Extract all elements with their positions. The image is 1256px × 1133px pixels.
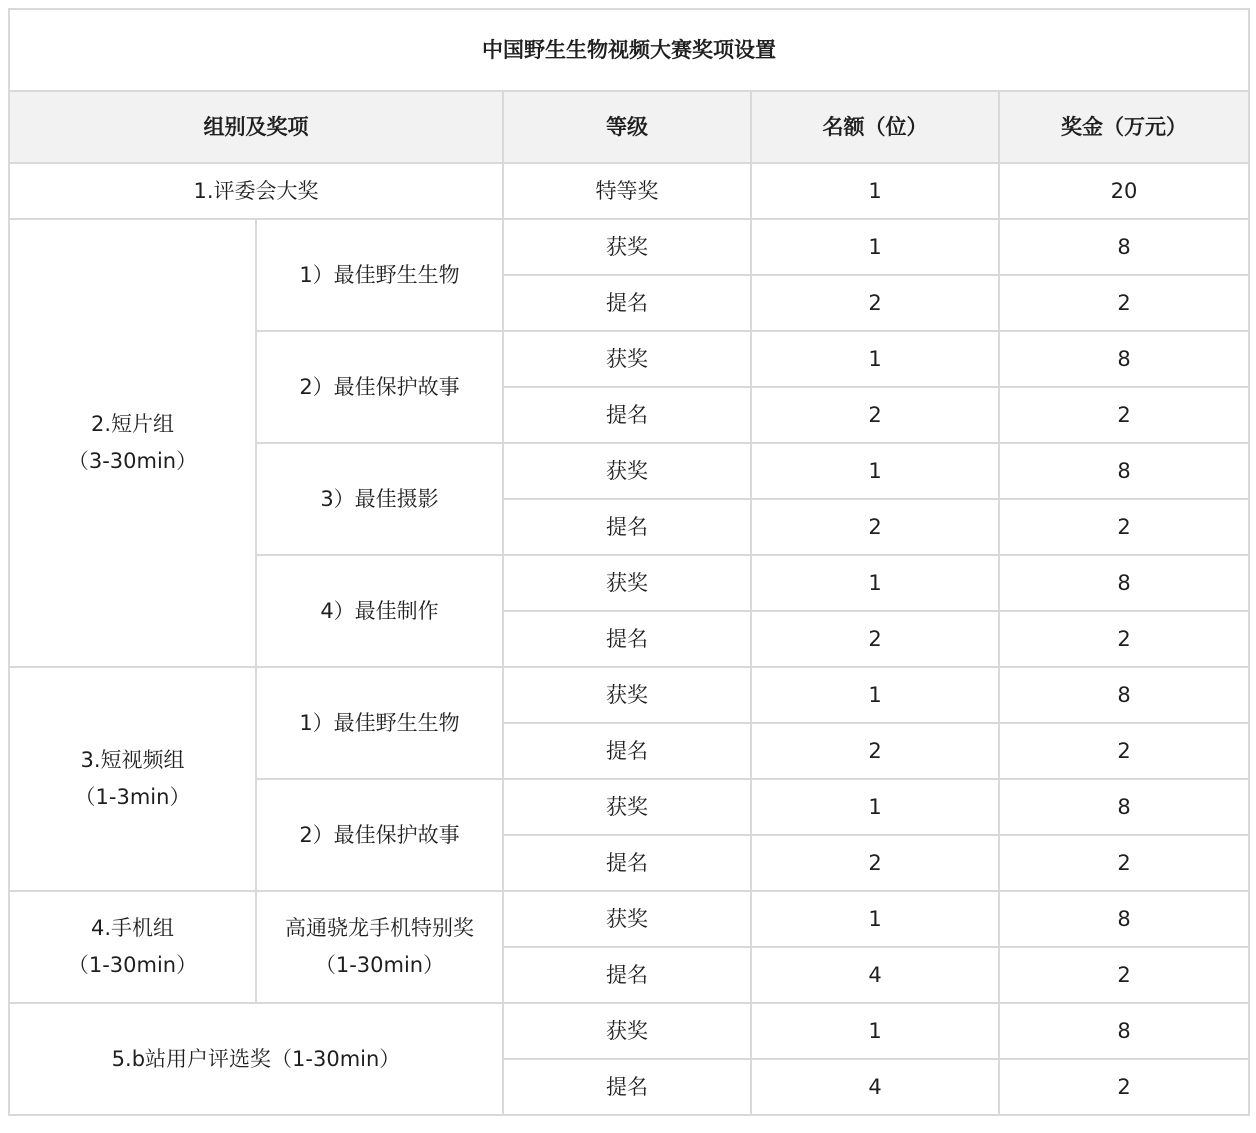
award-prize: 2	[999, 275, 1249, 331]
group-name	[9, 219, 256, 667]
award-quota: 2	[751, 499, 999, 555]
award-quota: 1	[751, 331, 999, 387]
award-table	[8, 8, 1250, 1116]
award-quota: 1	[751, 667, 999, 723]
award-level: 获奖	[503, 219, 751, 275]
group-name-line: 2.短片组	[90, 412, 175, 437]
award-quota: 2	[751, 611, 999, 667]
award-level: 获奖	[503, 1003, 751, 1059]
award-quota: 4	[751, 1059, 999, 1115]
award-prize: 8	[999, 891, 1249, 947]
group-duration: （3-30min）	[67, 449, 198, 473]
award-quota: 1	[751, 163, 999, 219]
award-level: 提名	[503, 1059, 751, 1115]
award-prize: 8	[999, 443, 1249, 499]
award-name: 2）最佳保护故事	[256, 779, 503, 891]
award-prize: 2	[999, 723, 1249, 779]
award-quota: 1	[751, 555, 999, 611]
award-prize: 2	[999, 387, 1249, 443]
award-prize: 2	[999, 835, 1249, 891]
award-name-line: 高通骁龙手机特别奖	[285, 916, 474, 941]
award-quota: 1	[751, 443, 999, 499]
award-level: 提名	[503, 947, 751, 1003]
award-prize: 8	[999, 667, 1249, 723]
award-quota: 1	[751, 891, 999, 947]
award-level: 获奖	[503, 443, 751, 499]
award-prize: 8	[999, 779, 1249, 835]
award-level: 提名	[503, 835, 751, 891]
table-row	[9, 891, 1249, 947]
award-quota: 1	[751, 219, 999, 275]
award-prize: 2	[999, 499, 1249, 555]
award-level: 获奖	[503, 667, 751, 723]
award-level: 提名	[503, 275, 751, 331]
award-name: 1）最佳野生生物	[256, 667, 503, 779]
table-row	[9, 163, 1249, 219]
group-duration: （1-3min）	[74, 785, 191, 809]
award-quota: 2	[751, 387, 999, 443]
header-prize: 奖金（万元）	[999, 91, 1249, 163]
award-prize: 2	[999, 947, 1249, 1003]
award-name: 1）最佳野生生物	[256, 219, 503, 331]
award-prize: 8	[999, 555, 1249, 611]
table-row	[9, 1003, 1249, 1059]
group-name-line: 4.手机组	[90, 916, 175, 941]
award-quota: 1	[751, 1003, 999, 1059]
title-row	[9, 9, 1249, 91]
award-prize: 20	[999, 163, 1249, 219]
award-name: 1.评委会大奖	[9, 163, 503, 219]
award-level: 获奖	[503, 555, 751, 611]
award-prize: 8	[999, 331, 1249, 387]
award-quota: 2	[751, 835, 999, 891]
header-row	[9, 91, 1249, 163]
award-level: 提名	[503, 723, 751, 779]
award-level: 提名	[503, 387, 751, 443]
award-name: 3）最佳摄影	[256, 443, 503, 555]
award-quota: 1	[751, 779, 999, 835]
header-quota: 名额（位）	[751, 91, 999, 163]
group-duration: （1-30min）	[67, 953, 198, 977]
group-name	[9, 667, 256, 891]
award-name: 4）最佳制作	[256, 555, 503, 667]
award-level: 提名	[503, 499, 751, 555]
header-group: 组别及奖项	[9, 91, 503, 163]
award-prize: 8	[999, 219, 1249, 275]
award-prize: 2	[999, 611, 1249, 667]
award-name: 2）最佳保护故事	[256, 331, 503, 443]
award-level: 获奖	[503, 779, 751, 835]
table-row	[9, 219, 1249, 275]
award-quota: 2	[751, 275, 999, 331]
table-row	[9, 667, 1249, 723]
group-name	[9, 891, 256, 1003]
award-prize: 2	[999, 1059, 1249, 1115]
award-level: 获奖	[503, 331, 751, 387]
award-quota: 2	[751, 723, 999, 779]
award-level: 获奖	[503, 891, 751, 947]
award-quota: 4	[751, 947, 999, 1003]
award-name	[256, 891, 503, 1003]
header-level: 等级	[503, 91, 751, 163]
table-title: 中国野生生物视频大赛奖项设置	[9, 9, 1249, 91]
award-level: 提名	[503, 611, 751, 667]
award-duration: （1-30min）	[314, 953, 445, 977]
award-prize: 8	[999, 1003, 1249, 1059]
group-name-line: 3.短视频组	[80, 748, 185, 773]
award-name: 5.b站用户评选奖（1-30min）	[9, 1003, 503, 1115]
award-level: 特等奖	[503, 163, 751, 219]
